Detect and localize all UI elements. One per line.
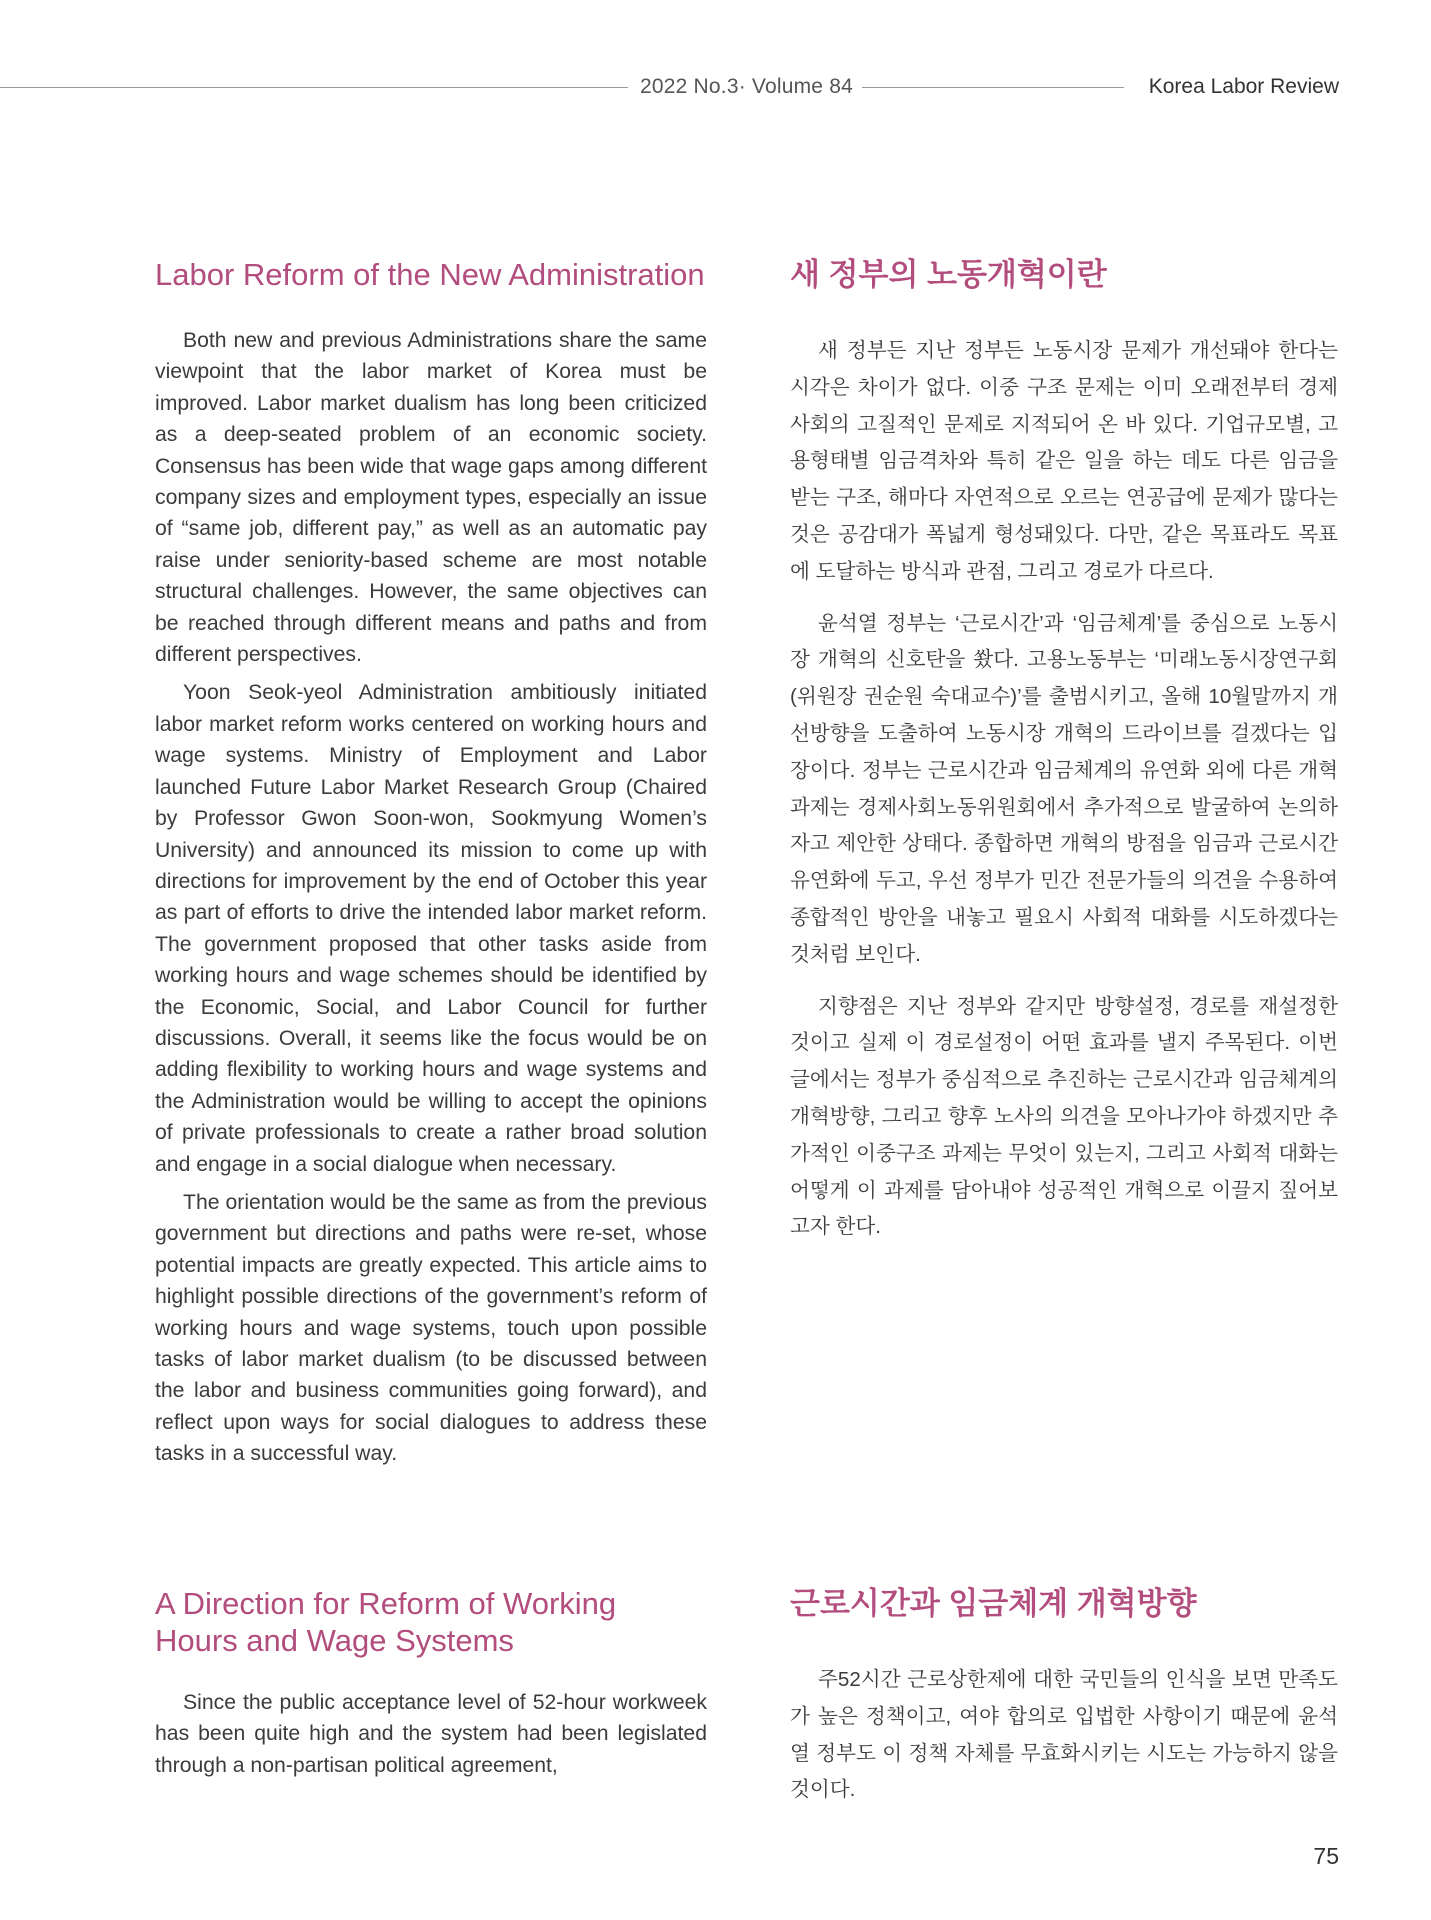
issue-label: 2022 No.3· Volume 84 [640,75,853,98]
section-heading-en: Labor Reform of the New Administration [155,257,705,292]
english-column-section-1 [155,256,707,1470]
header-rule-left [0,87,628,88]
section-heading-ko: 근로시간과 임금체계 개혁방향 [790,1586,1197,1621]
korean-column-section-1 [790,256,1338,1246]
header-rule-right [862,87,1124,88]
english-column-section-2 [155,1585,707,1781]
paragraph-en: Since the public acceptance level of 52-hour workweek has been quite high and the system had been legislated through a non-partisan political agreement, [155,1691,707,1777]
paragraph-en: Yoon Seok-yeol Administration ambitiously initiated labor market reform works centered on working hours and wage systems. Ministry of Employment and Labor launched Future Labor Market Research Group (Chaired by Professor Gwon Soon-won, Sookmyung Women’s University) and announced its mission to come up with directions for improvement by the end of October this year as part of efforts to drive the intended labor market reform. The government proposed that other tasks aside from working hours and wage schemes should be identified by the Economic, Social, and Labor Council for further discussions. Overall, it seems like the focus would be on adding flexibility to working hours and wage systems and the Administration would be willing to accept the opinions of private professionals to create a rather broad solution and engage in a social dialogue when necessary. [155,681,707,1176]
paragraph-ko: 윤석열 정부는 ‘근로시간’과 ‘임금체계’를 중심으로 노동시장 개혁의 신호탄을 쐈다. 고용노동부는 ‘미래노동시장연구회(위원장 권순원 숙대교수)’를 출범시키고, 올해 10월말까지 개선방향을 도출하여 노동시장 개혁의 드라이브를 걸겠다는 입장이다. 정부는 근로시간과 임금체계의 유연화 외에 다른 개혁과제는 경제사회노동위원회에서 추가적으로 발굴하여 논의하자고 제안한 상태다. 종합하면 개혁의 방점을 임금과 근로시간 유연화에 두고, 우선 정부가 민간 전문가들의 의견을 수용하여 종합적인 방안을 내놓고 필요시 사회적 대화를 시도하겠다는 것처럼 보인다. [790,611,1338,966]
paragraph-en: Both new and previous Administrations share the same viewpoint that the labor market of Korea must be improved. Labor market dualism has long been criticized as a deep-seated problem of an economic society. Consensus has been wide that wage gaps among different company sizes and employment types, especially an issue of “same job, different pay,” as well as an automatic pay raise under seniority-based scheme are most notable structural challenges. However, the same objectives can be reached through different means and paths and from different perspectives. [155,329,707,667]
paragraph-ko: 주52시간 근로상한제에 대한 국민들의 인식을 보면 만족도가 높은 정책이고, 여야 합의로 입법한 사항이기 때문에 윤석열 정부도 이 정책 자체를 무효화시키는 시도는 가능하지 않을 것이다. [790,1668,1338,1802]
paragraph-ko: 지향점은 지난 정부와 같지만 방향설정, 경로를 재설정한 것이고 실제 이 경로설정이 어떤 효과를 낼지 주목된다. 이번 글에서는 정부가 중심적으로 추진하는 근로시간과 임금체계의 개혁방향, 그리고 향후 노사의 의견을 모아나가야 하겠지만 추가적인 이중구조 과제는 무엇이 있는지, 그리고 사회적 대화는 어떻게 이 과제를 담아내야 성공적인 개혁으로 이끌지 짚어보고자 한다. [790,994,1338,1239]
journal-title: Korea Labor Review [1148,75,1339,98]
korean-column-section-2 [790,1585,1338,1809]
paragraph-en: The orientation would be the same as from the previous government but directions and paths were re-set, whose potential impacts are greatly expected. This article aims to highlight possible directions of the government’s reform of working hours and wage systems, touch upon possible tasks of labor market dualism (to be discussed between the labor and business communities going forward), and reflect upon ways for social dialogues to address these tasks in a successful way. [155,1190,707,1466]
section-heading-ko: 새 정부의 노동개혁이란 [790,257,1107,292]
section-heading-en: A Direction for Reform of Working Hours and Wage Systems [155,1586,617,1658]
page-number: 75 [1313,1843,1339,1869]
paragraph-ko: 새 정부든 지난 정부든 노동시장 문제가 개선돼야 한다는 시각은 차이가 없다. 이중 구조 문제는 이미 오래전부터 경제사회의 고질적인 문제로 지적되어 온 바 있다. 기업규모별, 고용형태별 임금격차와 특히 같은 일을 하는 데도 다른 임금을 받는 구조, 해마다 자연적으로 오르는 연공급에 문제가 많다는 것은 공감대가 폭넓게 형성돼있다. 다만, 같은 목표라도 목표에 도달하는 방식과 관점, 그리고 경로가 다르다. [790,339,1338,583]
